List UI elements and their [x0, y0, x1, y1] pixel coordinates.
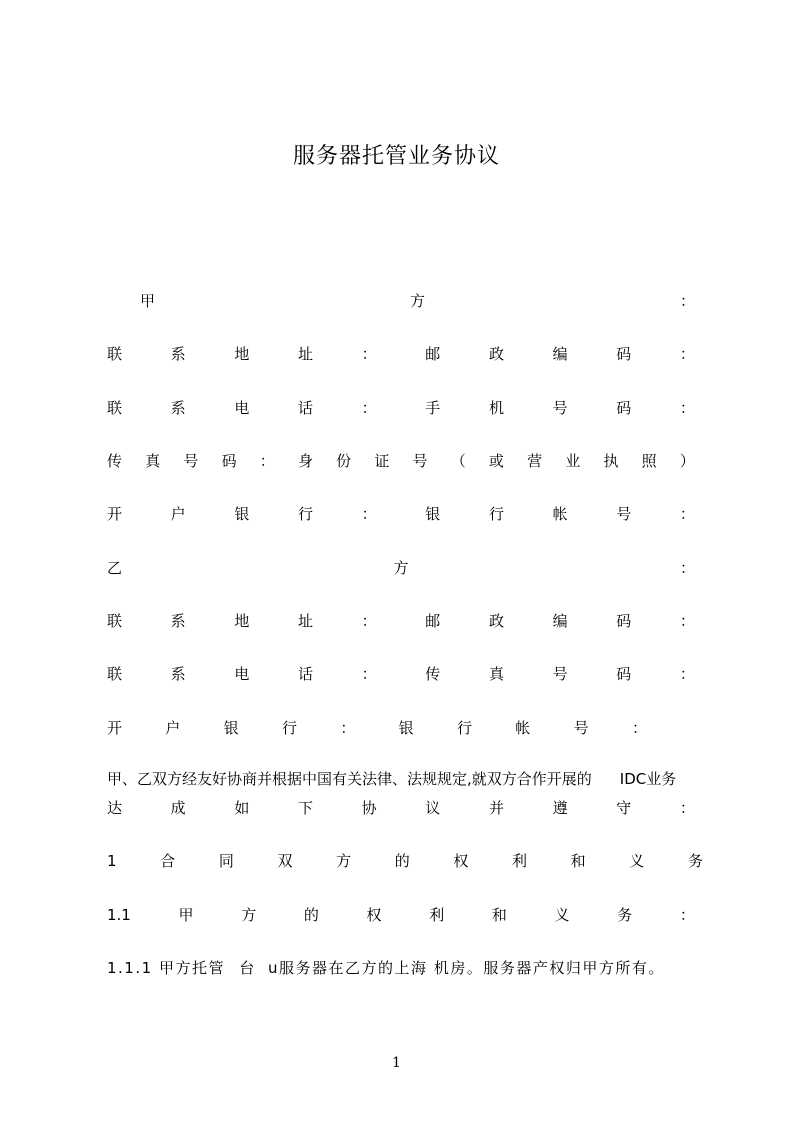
line-token: 传: [425, 665, 441, 683]
line-token: 成: [170, 799, 186, 817]
line-token: 号: [552, 399, 568, 417]
line-token: 政: [488, 612, 504, 630]
line-token: 系: [170, 399, 186, 417]
line-token: 份: [336, 452, 352, 470]
page-number: 1: [392, 1055, 401, 1071]
clause-text-c: u服务器在乙方的上海: [268, 959, 428, 977]
line-token: 权: [453, 852, 469, 870]
line-token: 系: [170, 612, 186, 630]
line-token: ：: [361, 612, 377, 630]
intro-text: 甲、乙双方经友好协商并根据中国有关法律、法规规定,就双方合作开展的: [107, 770, 592, 788]
line-token: 或: [488, 452, 504, 470]
line-token: 1: [107, 852, 117, 870]
line-token: 电: [234, 399, 250, 417]
party-b-phone-line: [107, 662, 695, 686]
intro-idc-text: IDC业务: [619, 770, 677, 788]
line-token: 银: [223, 719, 239, 737]
line-token: 邮: [425, 345, 441, 363]
line-token: 协: [361, 799, 377, 817]
line-token: ：: [679, 399, 695, 417]
line-token: 如: [234, 799, 250, 817]
line-token: 帐: [552, 505, 568, 523]
line-token: 利: [512, 852, 528, 870]
line-token: 开: [107, 505, 123, 523]
line-token: ：: [631, 719, 647, 737]
line-token: 并: [488, 799, 504, 817]
line-token: 真: [145, 452, 161, 470]
line-token: 银: [234, 505, 250, 523]
clause-text-a: 甲方托管: [158, 959, 225, 977]
line-token: 银: [425, 505, 441, 523]
line-token: ：: [679, 345, 695, 363]
line-token: 方: [393, 559, 409, 577]
line-token: 号: [552, 665, 568, 683]
line-token: 行: [456, 719, 472, 737]
line-token: （: [450, 452, 466, 470]
party-b-address-line: [107, 609, 695, 633]
line-token: 址: [297, 345, 313, 363]
line-token: 务: [617, 906, 633, 924]
line-token: 地: [234, 345, 250, 363]
line-token: 执: [603, 452, 619, 470]
line-token: ：: [259, 452, 275, 470]
party-b-bank-line: [107, 716, 647, 740]
line-token: 身: [297, 452, 313, 470]
line-token: ：: [679, 505, 695, 523]
party-a-line: [140, 289, 695, 313]
line-token: 码: [616, 612, 632, 630]
line-token: 手: [425, 399, 441, 417]
line-token: 守: [616, 799, 632, 817]
party-a-fax-id-line: [107, 449, 695, 473]
line-token: 编: [552, 612, 568, 630]
line-token: 同: [218, 852, 234, 870]
line-token: 方: [336, 852, 352, 870]
intro-line-1: [107, 767, 707, 791]
line-token: 编: [552, 345, 568, 363]
line-token: 真: [488, 665, 504, 683]
line-token: 号: [616, 505, 632, 523]
line-token: ）: [679, 452, 695, 470]
line-token: 方: [409, 292, 425, 310]
line-token: 户: [165, 719, 181, 737]
line-token: 传: [107, 452, 123, 470]
line-token: 电: [234, 665, 250, 683]
line-token: 乙: [107, 559, 123, 577]
line-token: 和: [570, 852, 586, 870]
line-token: 联: [107, 612, 123, 630]
line-token: 地: [234, 612, 250, 630]
line-token: 户: [170, 505, 186, 523]
line-token: 义: [629, 852, 645, 870]
line-token: 务: [687, 852, 703, 870]
line-token: 照: [641, 452, 657, 470]
line-token: 政: [488, 345, 504, 363]
line-token: 证: [374, 452, 390, 470]
line-token: 机: [488, 399, 504, 417]
line-token: 行: [281, 719, 297, 737]
line-token: 号: [183, 452, 199, 470]
line-token: ：: [679, 292, 695, 310]
line-token: ：: [361, 399, 377, 417]
section-1-heading: [107, 849, 703, 873]
line-token: ：: [679, 559, 695, 577]
line-token: 址: [297, 612, 313, 630]
line-token: 号: [573, 719, 589, 737]
party-a-phone-line: [107, 396, 695, 420]
line-token: ：: [340, 719, 356, 737]
line-token: 行: [297, 505, 313, 523]
line-token: 码: [616, 665, 632, 683]
line-token: 码: [616, 345, 632, 363]
line-token: 邮: [425, 612, 441, 630]
line-token: 号: [412, 452, 428, 470]
line-token: ：: [679, 665, 695, 683]
line-token: 利: [429, 906, 445, 924]
line-token: 开: [107, 719, 123, 737]
line-token: 联: [107, 665, 123, 683]
line-token: 银: [398, 719, 414, 737]
line-token: 行: [488, 505, 504, 523]
line-token: 码: [616, 399, 632, 417]
line-token: 系: [170, 345, 186, 363]
line-token: 下: [297, 799, 313, 817]
line-token: 帐: [515, 719, 531, 737]
line-token: 和: [491, 906, 507, 924]
line-token: 1.1: [107, 906, 131, 924]
line-token: 码: [221, 452, 237, 470]
line-token: ：: [361, 345, 377, 363]
line-token: ：: [679, 612, 695, 630]
line-token: 联: [107, 399, 123, 417]
line-token: 的: [303, 906, 319, 924]
clause-text-d: 机房。服务器产权归甲方所有。: [433, 959, 665, 977]
line-token: 双: [277, 852, 293, 870]
line-token: 合: [160, 852, 176, 870]
line-token: 达: [107, 799, 123, 817]
line-token: 话: [297, 399, 313, 417]
line-token: ：: [679, 799, 695, 817]
line-token: 权: [366, 906, 382, 924]
line-token: 业: [565, 452, 581, 470]
clause-text-b: 台: [239, 959, 256, 977]
intro-line-2: [107, 796, 695, 820]
line-token: ：: [361, 505, 377, 523]
line-token: ：: [361, 665, 377, 683]
document-title: 服务器托管业务协议: [292, 144, 500, 169]
line-token: 议: [425, 799, 441, 817]
line-token: 话: [297, 665, 313, 683]
party-a-address-line: [107, 342, 695, 366]
line-token: 的: [394, 852, 410, 870]
line-token: ：: [679, 906, 695, 924]
clause-number: 1.1.1: [107, 959, 153, 977]
section-1-1-heading: [107, 903, 695, 927]
line-token: 方: [241, 906, 257, 924]
party-b-line: [107, 556, 695, 580]
line-token: 系: [170, 665, 186, 683]
line-token: 义: [554, 906, 570, 924]
line-token: 联: [107, 345, 123, 363]
party-a-bank-line: [107, 502, 695, 526]
line-token: 遵: [552, 799, 568, 817]
line-token: 甲: [178, 906, 194, 924]
line-token: 营: [527, 452, 543, 470]
line-token: 甲: [140, 292, 156, 310]
clause-1-1-1: [107, 956, 707, 980]
